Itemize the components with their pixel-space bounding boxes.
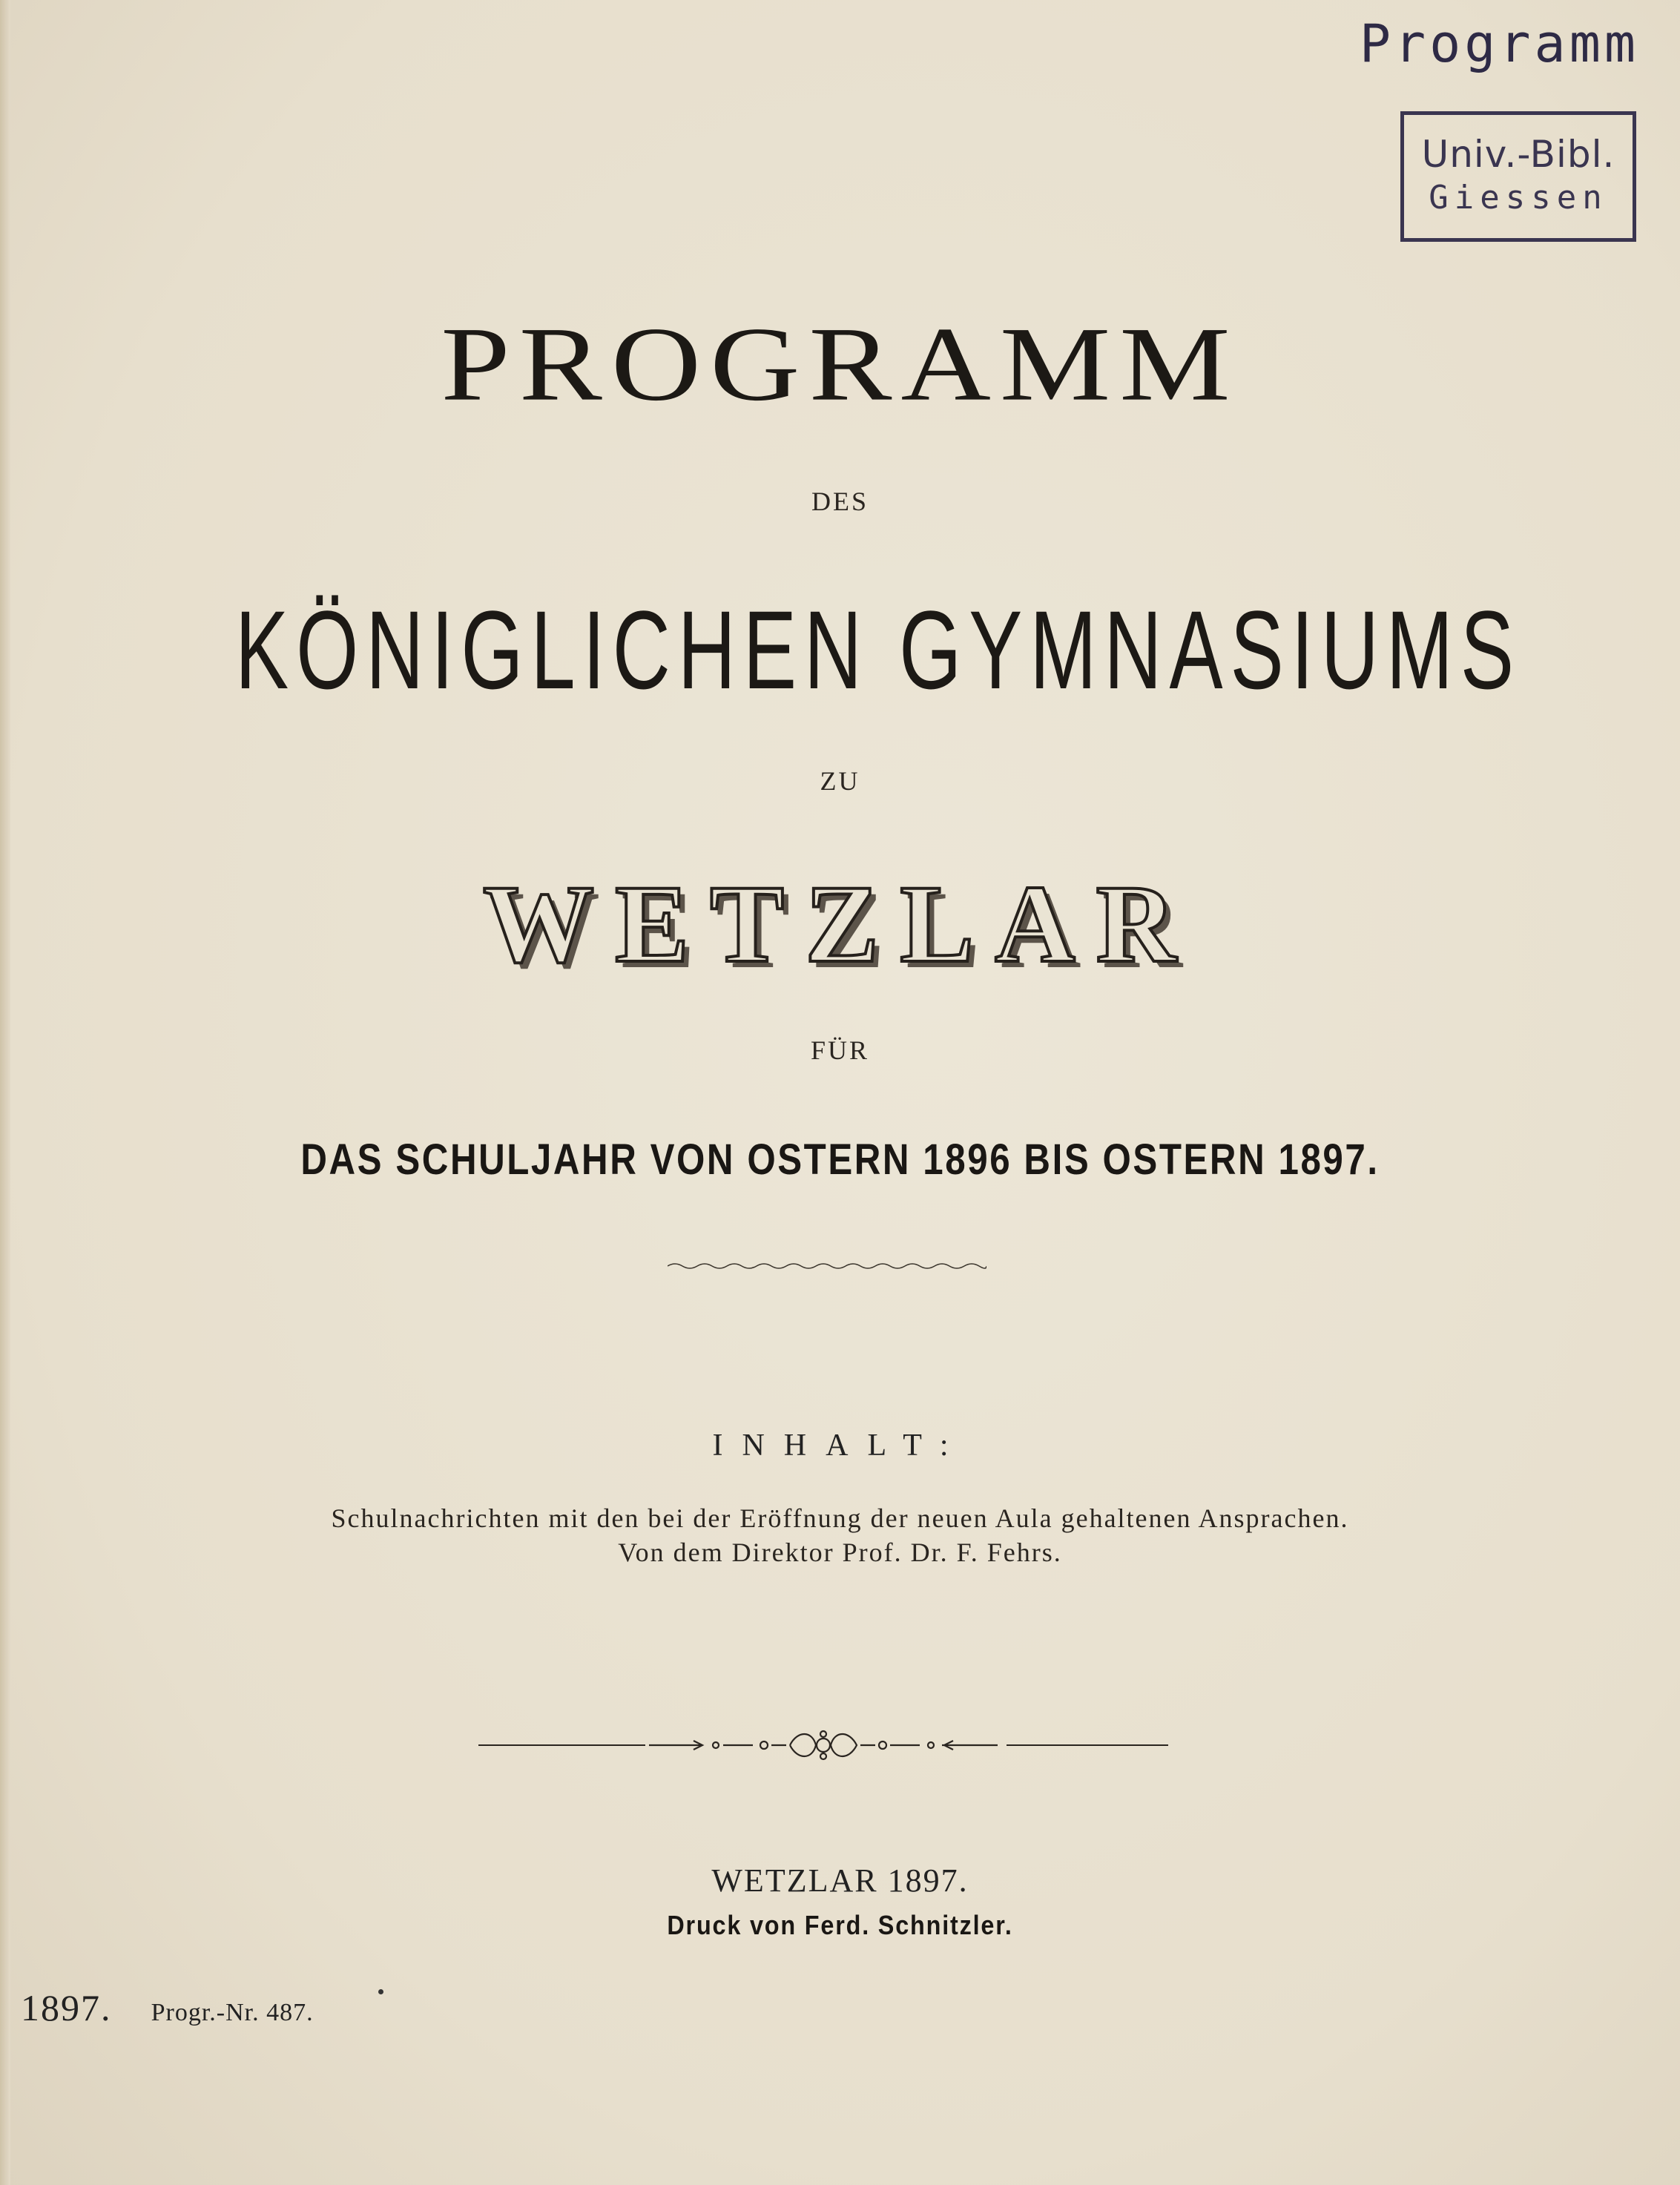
contents-line-2: Von dem Direktor Prof. Dr. F. Fehrs.	[618, 1538, 1062, 1567]
stamp-line-1: Univ.-Bibl.	[1421, 133, 1615, 176]
catalog-note	[21, 1986, 314, 2029]
library-stamp	[1400, 111, 1636, 242]
ink-dot	[378, 1989, 383, 1994]
title-zu: ZU	[820, 766, 860, 796]
imprint-printer: Druck von Ferd. Schnitzler.	[667, 1910, 1013, 1940]
program-number: Progr.-Nr. 487.	[151, 1999, 314, 2026]
imprint-place-year: WETZLAR 1897.	[711, 1862, 969, 1899]
title-des: DES	[811, 487, 869, 516]
ornament-divider	[478, 1719, 1168, 1771]
wavy-divider	[668, 1261, 986, 1271]
main-title: PROGRAMM	[441, 306, 1239, 424]
stamp-line-2: Giessen	[1429, 179, 1608, 217]
stamp-programm: Programm	[1359, 13, 1639, 74]
gymnasium-title: KÖNIGLICHEN GYMNASIUMS	[235, 587, 1522, 712]
city-title: WETZLAR	[483, 863, 1197, 986]
catalog-year: 1897.	[21, 1987, 112, 2029]
title-fuer: FÜR	[810, 1035, 870, 1065]
contents-line-1: Schulnachrichten mit den bei der Eröffnung der neuen Aula gehaltenen Ansprachen.	[331, 1503, 1349, 1533]
school-year: DAS SCHULJAHR VON OSTERN 1896 BIS OSTERN 1897.	[300, 1136, 1380, 1184]
contents-heading: INHALT:	[712, 1428, 968, 1463]
